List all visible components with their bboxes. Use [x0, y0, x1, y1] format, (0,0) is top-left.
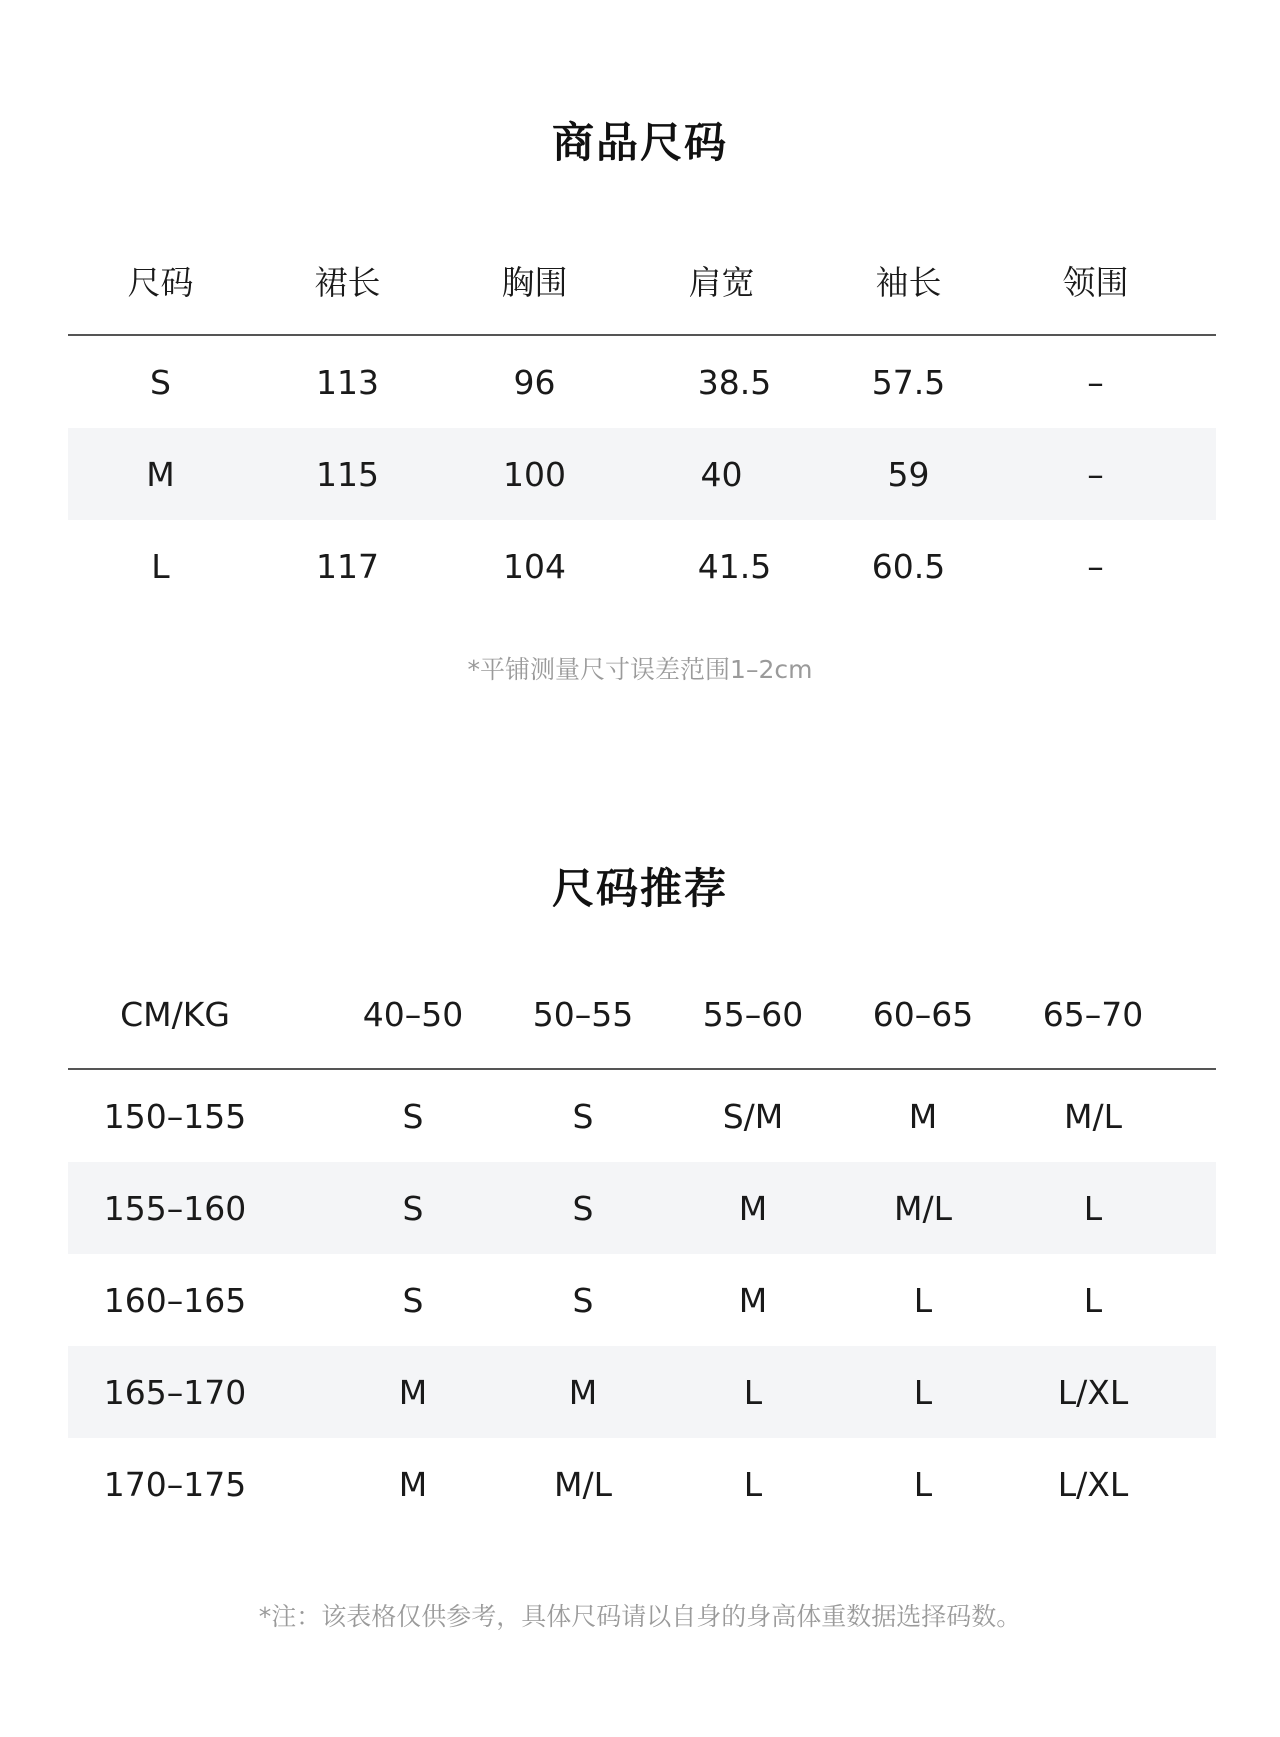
size-chart-row-m	[68, 428, 1216, 520]
recommendation-cell: L	[1083, 1280, 1103, 1320]
size-chart-cell: 41.5	[697, 546, 772, 586]
recommendation-row	[68, 1162, 1216, 1254]
size-chart-header-size: 尺码	[127, 262, 194, 302]
recommendation-cell: S	[402, 1280, 424, 1320]
recommendation-row	[68, 1070, 1216, 1162]
size-chart-header-collar: 领围	[1062, 262, 1129, 302]
size-chart-cell: –	[1087, 546, 1104, 586]
recommendation-cell: M/L	[894, 1188, 952, 1228]
recommendation-cell: M/L	[554, 1464, 612, 1504]
size-chart-cell: 115	[316, 454, 379, 494]
recommendation-header-weight-range: 60–65	[872, 994, 974, 1034]
recommendation-cell: L	[913, 1280, 933, 1320]
recommendation-cell: 165–170	[103, 1372, 247, 1412]
size-chart-cell: –	[1087, 362, 1104, 402]
recommendation-cell: M/L	[1064, 1096, 1122, 1136]
size-chart-cell: 117	[316, 546, 379, 586]
recommendation-cell: 170–175	[103, 1464, 247, 1504]
size-chart-table	[68, 226, 1216, 612]
recommendation-cell: M	[908, 1096, 938, 1136]
recommendation-row	[68, 1346, 1216, 1438]
size-chart-header-bust: 胸围	[501, 262, 568, 302]
recommendation-cell: S	[572, 1280, 594, 1320]
size-chart-row-l	[68, 520, 1216, 612]
size-chart-cell: –	[1087, 454, 1104, 494]
recommendation-header-weight-range: 55–60	[702, 994, 804, 1034]
size-chart-title: 商品尺码	[551, 118, 728, 167]
recommendation-cell: 150–155	[103, 1096, 247, 1136]
size-chart-note: *平铺测量尺寸误差范围1–2cm	[467, 655, 813, 684]
size-chart-header-row	[68, 226, 1216, 336]
size-chart-cell: 100	[503, 454, 566, 494]
size-chart-cell: 57.5	[871, 362, 946, 402]
size-chart-header-sleeve: 袖长	[875, 262, 942, 302]
recommendation-title: 尺码推荐	[551, 864, 728, 913]
size-chart-cell: 96	[513, 362, 556, 402]
recommendation-header-weight-range: 40–50	[362, 994, 464, 1034]
recommendation-cell: 155–160	[103, 1188, 247, 1228]
recommendation-cell: M	[398, 1372, 428, 1412]
size-chart-cell: 113	[316, 362, 379, 402]
recommendation-cell: S/M	[722, 1096, 784, 1136]
recommendation-header-row	[68, 960, 1216, 1070]
recommendation-cell: M	[398, 1464, 428, 1504]
recommendation-cell: S	[402, 1096, 424, 1136]
recommendation-note: *注：该表格仅供参考，具体尺码请以自身的身高体重数据选择码数。	[258, 1602, 1022, 1631]
recommendation-cell: S	[572, 1096, 594, 1136]
recommendation-cell: L	[913, 1464, 933, 1504]
recommendation-cell: 160–165	[103, 1280, 247, 1320]
recommendation-cell: M	[568, 1372, 598, 1412]
recommendation-cell: L	[743, 1372, 763, 1412]
recommendation-row	[68, 1438, 1216, 1530]
recommendation-cell: L	[913, 1372, 933, 1412]
size-chart-header-shoulder: 肩宽	[688, 262, 755, 302]
recommendation-cell: L/XL	[1057, 1372, 1129, 1412]
size-chart-cell: 104	[503, 546, 566, 586]
size-chart-row-s	[68, 336, 1216, 428]
size-chart-cell: L	[151, 546, 170, 586]
recommendation-cell: S	[402, 1188, 424, 1228]
size-chart-cell: 59	[887, 454, 930, 494]
recommendation-cell: M	[738, 1280, 768, 1320]
recommendation-cell: L	[1083, 1188, 1103, 1228]
recommendation-header-weight-range: 65–70	[1042, 994, 1144, 1034]
size-chart-cell: S	[150, 362, 171, 402]
recommendation-cell: L/XL	[1057, 1464, 1129, 1504]
size-chart-header-length: 裙长	[314, 262, 381, 302]
recommendation-header-weight-range: 50–55	[532, 994, 634, 1034]
size-chart-cell: M	[146, 454, 175, 494]
recommendation-cell: S	[572, 1188, 594, 1228]
size-chart-cell: 40	[700, 454, 743, 494]
size-chart-cell: 38.5	[697, 362, 772, 402]
recommendation-row	[68, 1254, 1216, 1346]
recommendation-cell: L	[743, 1464, 763, 1504]
recommendation-header-height-weight: CM/KG	[120, 994, 230, 1034]
recommendation-cell: M	[738, 1188, 768, 1228]
recommendation-table	[68, 960, 1216, 1530]
size-chart-cell: 60.5	[871, 546, 946, 586]
